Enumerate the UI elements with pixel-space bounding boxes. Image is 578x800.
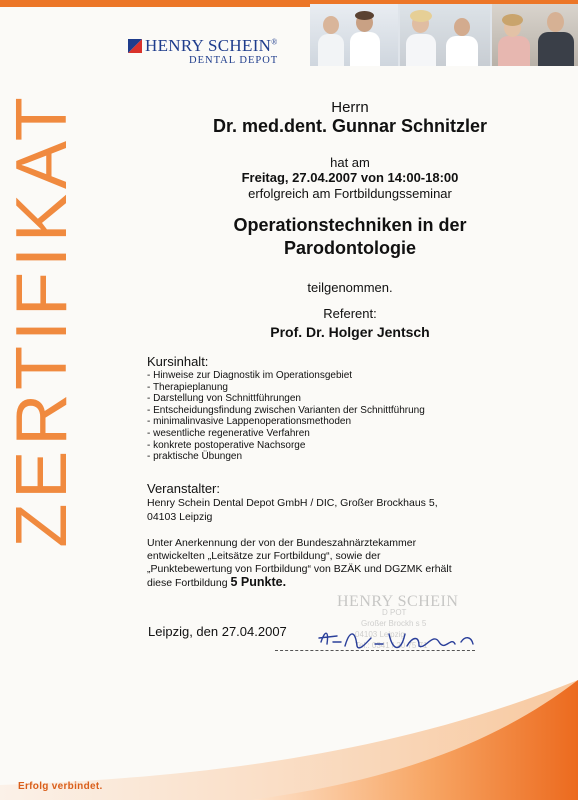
zertifikat-title: ZERTIFIKAT xyxy=(2,92,82,548)
kursinhalt-list xyxy=(147,370,425,463)
veranstalter-address-line1: Henry Schein Dental Depot GmbH / DIC, Großer Brockhaus 5, xyxy=(147,497,438,509)
teilgenommen-text: teilgenommen. xyxy=(307,280,393,295)
referent-name: Prof. Dr. Holger Jentsch xyxy=(270,324,430,340)
stamp-address-line2: 04103 Leipzig xyxy=(355,630,405,639)
list-item: - wesentliche regenerative Verfahren xyxy=(147,428,425,440)
footer-slogan: Erfolg verbindet. xyxy=(18,781,103,792)
stamp-address-line1: Großer Brockh s 5 xyxy=(361,619,427,628)
course-title-line2: Parodontologie xyxy=(284,238,416,258)
stamp-company-name: HENRY SCHEIN xyxy=(337,593,459,610)
bottom-orange-swoosh xyxy=(0,640,578,800)
event-date: Freitag, 27.04.2007 von 14:00-18:00 xyxy=(241,170,459,185)
henry-schein-logo xyxy=(128,37,298,69)
ack-line1: Unter Anerkennung der von der Bundeszahnärztekammer xyxy=(147,537,417,549)
signature-line xyxy=(275,650,475,651)
photo-dentists xyxy=(400,4,490,66)
points-value: 5 Punkte. xyxy=(230,575,287,589)
acknowledgement-text xyxy=(147,537,507,590)
logo-flag-icon xyxy=(128,39,142,53)
logo-name: HENRY SCHEIN® xyxy=(145,36,278,55)
hat-am-text: hat am xyxy=(330,155,370,170)
seminar-intro-text: erfolgreich am Fortbildungsseminar xyxy=(248,186,452,201)
list-item: - praktische Übungen xyxy=(147,451,425,463)
ack-line4-prefix: diese Fortbildung xyxy=(147,577,231,589)
veranstalter-address-line2: 04103 Leipzig xyxy=(147,511,213,523)
kursinhalt-heading: Kursinhalt: xyxy=(147,354,209,369)
stamp-subtitle: D POT xyxy=(382,608,407,617)
course-title-line1: Operationstechniken in der xyxy=(233,215,467,235)
recipient-name: Dr. med.dent. Gunnar Schnitzler xyxy=(212,116,488,136)
ack-line3: „Punktebewertung von Fortbildung“ von BZÄK und DGZMK erhält xyxy=(147,563,452,575)
photo-consultation xyxy=(492,4,578,66)
list-item: - Hinweise zur Diagnostik im Operationsgebiet xyxy=(147,370,425,382)
veranstalter-heading: Veranstalter: xyxy=(147,481,220,496)
salutation: Herrn xyxy=(331,99,369,116)
ack-line2: entwickelten „Leitsätze zur Fortbildung“, sowie der xyxy=(147,550,381,562)
list-item: - minimalinvasive Lappenoperationsmethoden xyxy=(147,416,425,428)
photo-dental-team xyxy=(310,4,398,66)
logo-subtitle: DENTAL DEPOT xyxy=(189,55,279,66)
place-and-date: Leipzig, den 27.04.2007 xyxy=(148,624,287,639)
stamp-phone-line: Tel.: 0341 / 20 75 71 xyxy=(355,641,428,650)
list-item: - Therapieplanung xyxy=(147,382,425,394)
ack-line4 xyxy=(147,576,507,590)
referent-label: Referent: xyxy=(323,306,377,321)
header-photo-collage xyxy=(310,4,578,66)
course-title xyxy=(120,214,578,260)
list-item: - Entscheidungsfindung zwischen Varianten der Schnittführung xyxy=(147,405,425,417)
list-item: - Darstellung von Schnittführungen xyxy=(147,393,425,405)
list-item: - konkrete postoperative Nachsorge xyxy=(147,440,425,452)
